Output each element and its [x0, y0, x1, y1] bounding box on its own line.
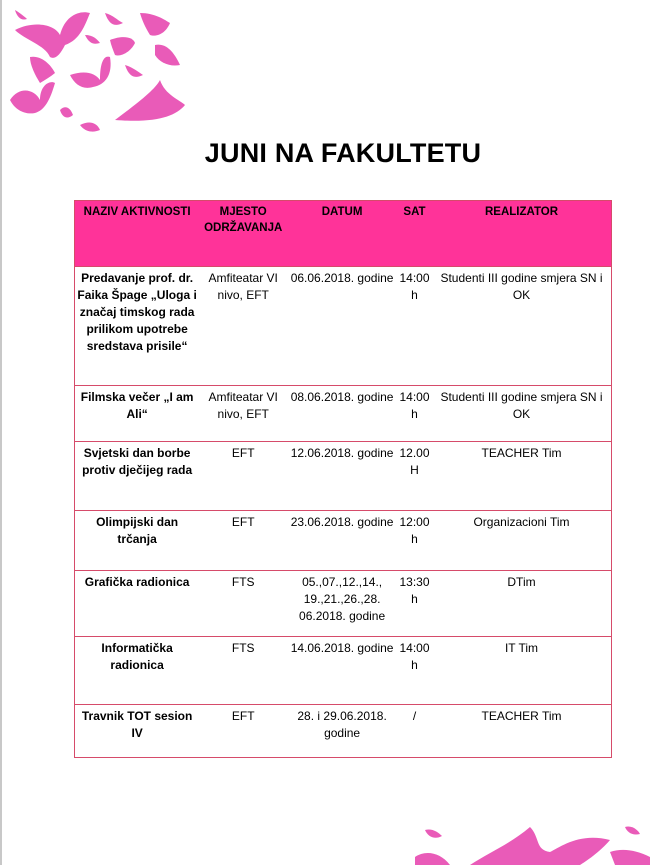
- header-sat: SAT: [397, 201, 432, 267]
- cell-naziv: Informatička radionica: [75, 637, 200, 705]
- cell-mjesto: FTS: [199, 637, 287, 705]
- table-row: [75, 705, 612, 758]
- cell-datum: 28. i 29.06.2018. godine: [287, 705, 397, 758]
- table-row: [75, 442, 612, 511]
- page-edge: [0, 0, 2, 865]
- cell-realizator: TEACHER Tim: [432, 705, 612, 758]
- activities-table: [74, 200, 612, 758]
- page-title: JUNI NA FAKULTETU: [204, 138, 482, 168]
- cell-datum: 08.06.2018. godine: [287, 386, 397, 442]
- cell-mjesto: FTS: [199, 571, 287, 637]
- cell-naziv: Filmska večer „I am Ali“: [75, 386, 200, 442]
- table-row: [75, 571, 612, 637]
- cell-mjesto: EFT: [199, 705, 287, 758]
- cell-mjesto: EFT: [199, 511, 287, 571]
- cell-sat: 12:00 h: [397, 511, 432, 571]
- cell-naziv: Travnik TOT sesion IV: [75, 705, 200, 758]
- cell-naziv: Grafička radionica: [75, 571, 200, 637]
- cell-sat: 12.00 H: [397, 442, 432, 511]
- cell-naziv: Olimpijski dan trčanja: [75, 511, 200, 571]
- butterflies-decoration-bottom: [410, 822, 650, 865]
- butterflies-decoration-top: [5, 5, 195, 135]
- cell-mjesto: Amfiteatar VI nivo, EFT: [199, 386, 287, 442]
- cell-datum: 06.06.2018. godine: [287, 267, 397, 386]
- cell-datum: 05.,07.,12.,14., 19.,21.,26.,28. 06.2018. godine: [287, 571, 397, 637]
- cell-sat: 14:00 h: [397, 267, 432, 386]
- header-mjesto: MJESTO ODRŽAVANJA: [199, 201, 287, 267]
- table-row: [75, 511, 612, 571]
- header-datum: DATUM: [287, 201, 397, 267]
- table-row: [75, 637, 612, 705]
- cell-datum: 12.06.2018. godine: [287, 442, 397, 511]
- table-header-row: [75, 201, 612, 267]
- cell-realizator: Studenti III godine smjera SN i OK: [432, 267, 612, 386]
- cell-mjesto: EFT: [199, 442, 287, 511]
- cell-naziv: Predavanje prof. dr. Faika Špage „Uloga i značaj timskog rada prilikom upotrebe sredstava prisile“: [75, 267, 200, 386]
- cell-realizator: Studenti III godine smjera SN i OK: [432, 386, 612, 442]
- cell-realizator: DTim: [432, 571, 612, 637]
- cell-sat: 13:30 h: [397, 571, 432, 637]
- cell-naziv: Svjetski dan borbe protiv dječijeg rada: [75, 442, 200, 511]
- cell-realizator: IT Tim: [432, 637, 612, 705]
- table-row: [75, 267, 612, 386]
- cell-realizator: TEACHER Tim: [432, 442, 612, 511]
- cell-mjesto: Amfiteatar VI nivo, EFT: [199, 267, 287, 386]
- header-realizator: REALIZATOR: [432, 201, 612, 267]
- cell-realizator: Organizacioni Tim: [432, 511, 612, 571]
- cell-sat: 14:00 h: [397, 637, 432, 705]
- cell-datum: 23.06.2018. godine: [287, 511, 397, 571]
- cell-sat: /: [397, 705, 432, 758]
- cell-sat: 14:00 h: [397, 386, 432, 442]
- header-naziv: NAZIV AKTIVNOSTI: [75, 201, 200, 267]
- table-row: [75, 386, 612, 442]
- cell-datum: 14.06.2018. godine: [287, 637, 397, 705]
